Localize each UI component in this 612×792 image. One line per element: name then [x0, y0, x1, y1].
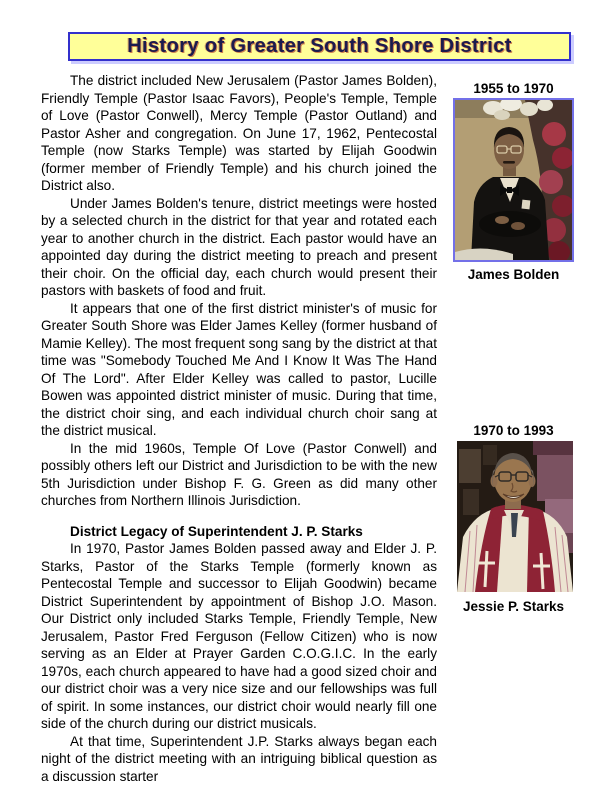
section-heading: District Legacy of Superintendent J. P. Starks [70, 523, 363, 539]
jessie-starks-portrait-graphic [457, 441, 573, 592]
paragraph-5: In 1970, Pastor James Bolden passed away and Elder J. P. Starks, Pastor of the Starks Temple (formerly known as Pentecostal Temple and successor to Elijah Goodwin) became District Superintendent by appointment of Bishop J.O. Mason. Our District only included Starks Temple, Friendly Temple, New Jerusalem, Pastor Fred Ferguson (Fellow Citizen) who is now serving as an Elder at Prayer Garden C.O.G.I.C. In the early 1970s, each church appeared to have had a good sized choir and our district choir was a very nice size and our fellowships was full of spirit. In some instances, our district choir would nearly fill one side of the church during our district musicals. [41, 541, 437, 731]
paragraph-4: In the mid 1960s, Temple Of Love (Pastor Conwell) and possibly others left our District and Jurisdiction to be with the new 5th Jurisdiction under Bishop F. G. Green as did many other churches from Northern Illinois Jurisdiction. [41, 440, 437, 508]
photo1-caption: James Bolden [467, 267, 560, 282]
paragraph-6: At that time, Superintendent J.P. Starks always began each night of the district meeting with an intriguing biblical question as a discussion starter [41, 733, 437, 784]
page-title: History of Greater South Shore District [127, 35, 512, 57]
james-bolden-photo [453, 98, 574, 262]
paragraph-2: Under James Bolden's tenure, district meetings were hosted by a selected church in the district for that year and rotated each year to another church in the district. Each pastor would have an appointed day during the district meeting to preach and present their choir. On the official day, each church would present their pastors with baskets of food and fruit. [41, 195, 437, 298]
photo2-period-label: 1970 to 1993 [473, 423, 554, 438]
title-banner [68, 32, 571, 61]
article-body [41, 72, 437, 785]
photo2-caption: Jessie P. Starks [462, 599, 565, 614]
jessie-starks-photo [457, 441, 573, 592]
paragraph-1: The district included New Jerusalem (Pastor James Bolden), Friendly Temple (Pastor Isaac Favors), People's Temple, Temple of Love (Pastor Conwell), Mercy Temple (Pastor Outland) and Pastor Asher and congregation. On June 17, 1962, Pentecostal Temple (now Starks Temple) was started by Elijah Goodwin (former member of Friendly Temple) and his church joined the District also. [41, 73, 437, 193]
james-bolden-portrait-graphic [455, 100, 572, 260]
photo1-period-label: 1955 to 1970 [473, 81, 554, 96]
paragraph-3: It appears that one of the first district minister's of music for Greater South Shore was Elder James Kelley (former husband of Mamie Kelley). The most frequent song sang by the district at that time was "Somebody Touched Me And I Know It Was The Hand Of The Lord". After Elder Kelley was called to pastor, Lucille Bowen was appointed district minister of music. During that time, the district choir sing, and each individual church choir sang at the district musical. [41, 300, 437, 438]
